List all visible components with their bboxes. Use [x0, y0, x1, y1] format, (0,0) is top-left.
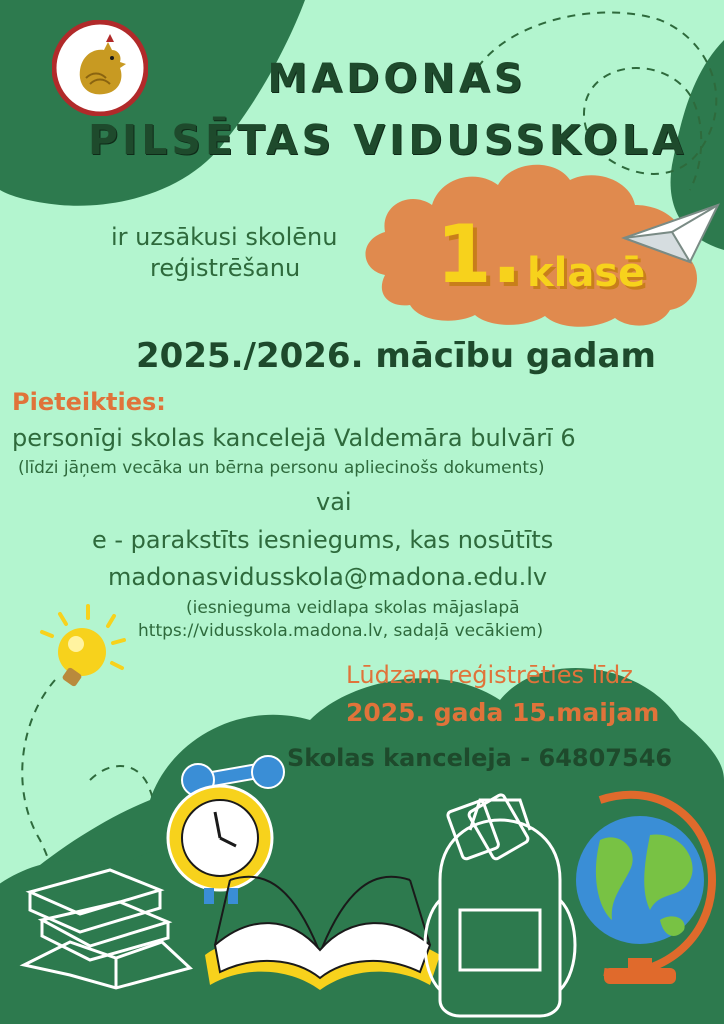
grade-word: klasē [527, 250, 646, 296]
apply-heading: Pieteikties: [12, 388, 166, 416]
apply-option-e-signed: e - parakstīts iesniegums, kas nosūtīts [92, 526, 554, 554]
grade-number: 1. [436, 208, 523, 301]
top-left-blob [0, 0, 305, 206]
deadline-date: 2025. gada 15.maijam [346, 698, 660, 727]
form-note-line2: https://vidusskola.madona.lv, sadaļā vecākiem) [138, 621, 544, 641]
school-year: 2025./2026. mācību gadam [136, 336, 656, 376]
form-note-line1: (iesnieguma veidlapa skolas mājaslapā [186, 598, 520, 618]
school-title-line1: MADONAS [267, 56, 527, 102]
school-title-line2: PILSĒTAS VIDUSSKOLA [88, 116, 688, 164]
deadline-line1: Lūdzam reģistrēties līdz [346, 661, 633, 689]
announcement-line2: reģistrēšanu [150, 254, 301, 282]
apply-or: vai [316, 488, 352, 516]
light-bulb-icon [42, 606, 124, 687]
school-email: madonasvidusskola@madona.edu.lv [108, 563, 548, 591]
apply-option-in-person: personīgi skolas kancelejā Valdemāra bulvārī 6 [12, 424, 576, 452]
contact-phone: Skolas kanceleja - 64807546 [287, 744, 673, 772]
announcement-line1: ir uzsākusi skolēnu [111, 223, 338, 251]
apply-option-in-person-note: (līdzi jāņem vecāka un bērna personu apliecinošs dokuments) [18, 458, 545, 478]
